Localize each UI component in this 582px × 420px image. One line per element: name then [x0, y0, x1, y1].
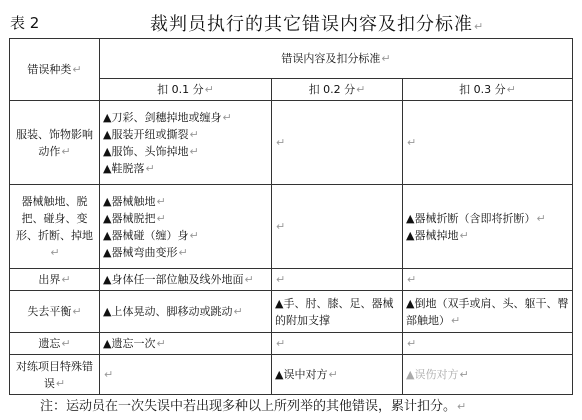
deduct-0-1-cell — [100, 101, 272, 185]
list-item: ▲手、肘、膝、足、器械的附加支撑 — [275, 296, 394, 327]
deduct-0-1-cell: ↵ — [100, 355, 272, 395]
list-item: ▲误中对方↵ — [275, 368, 338, 381]
list-item: ▲鞋脱落↵ — [103, 161, 155, 175]
deduct-0-2-cell: ↵ — [272, 333, 403, 355]
category-cell: 失去平衡↵ — [10, 291, 100, 333]
deduct-0-1-cell — [100, 269, 272, 291]
category-cell: 出界↵ — [10, 269, 100, 291]
table-row — [10, 291, 573, 333]
paragraph-mark-icon: ↵ — [474, 20, 485, 33]
list-item: ▲器械碰（缠）身↵ — [103, 228, 199, 242]
category-header: 错误种类↵ — [10, 39, 100, 101]
table-row — [10, 355, 573, 395]
list-item: ▲器械触地↵ — [103, 194, 166, 208]
table-row — [10, 185, 573, 269]
deduct-0-2-cell — [272, 355, 403, 395]
list-item: ▲遗忘一次↵ — [103, 337, 166, 350]
col-header-0-1: 扣 0.1 分↵ — [100, 79, 272, 101]
table-row — [10, 333, 573, 355]
deduct-0-3-cell: ↵ — [403, 269, 573, 291]
deduct-0-3-cell — [403, 355, 573, 395]
deduct-0-2-cell — [272, 291, 403, 333]
table-number: 表 2 — [10, 14, 40, 32]
list-item: ▲刀彩、剑穗掉地或缠身↵ — [103, 110, 232, 124]
content-header: 错误内容及扣分标准↵ — [100, 39, 573, 79]
footnote: 注：运动员在一次失误中若出现多种以上所列举的其他错误，累计扣分。↵ — [40, 399, 467, 414]
category-cell: 遗忘↵ — [10, 333, 100, 355]
category-cell: 对练项目特殊错误↵ — [10, 355, 100, 395]
table-row — [10, 269, 573, 291]
document-header — [0, 10, 582, 38]
deduct-0-1-cell — [100, 291, 272, 333]
document-title: 裁判员执行的其它错误内容及扣分标准↵ — [150, 14, 485, 35]
col-header-0-3: 扣 0.3 分↵ — [403, 79, 573, 101]
deduct-0-1-cell — [100, 333, 272, 355]
deduct-0-1-cell — [100, 185, 272, 269]
category-cell: 服装、饰物影响动作↵ — [10, 101, 100, 185]
col-header-0-2: 扣 0.2 分↵ — [272, 79, 403, 101]
list-item: ▲身体任一部位触及线外地面↵ — [103, 273, 254, 286]
deduct-0-2-cell: ↵ — [272, 185, 403, 269]
list-item: ▲上体晃动、脚移动或跳动↵ — [103, 305, 243, 318]
deduct-0-2-cell: ↵ — [272, 269, 403, 291]
deduct-0-3-cell — [403, 185, 573, 269]
list-item: ▲器械脱把↵ — [103, 211, 166, 225]
list-item: ▲服装开纽或撕裂↵ — [103, 127, 199, 141]
error-deduction-table — [9, 38, 573, 395]
list-item: ▲误伤对方↵ — [406, 368, 469, 381]
deduct-0-3-cell: ↵ — [403, 101, 573, 185]
list-item: ▲服饰、头饰掉地↵ — [103, 144, 199, 158]
deduct-0-2-cell: ↵ — [272, 101, 403, 185]
deduct-0-3-cell — [403, 291, 573, 333]
category-cell: 器械触地、脱把、碰身、变形、折断、掉地↵ — [10, 185, 100, 269]
table-row — [10, 101, 573, 185]
deduct-0-3-cell: ↵ — [403, 333, 573, 355]
list-item: ▲器械折断（含即将折断）↵ — [406, 211, 546, 225]
list-item: ▲器械掉地↵ — [406, 228, 469, 242]
list-item: ▲器械弯曲变形↵ — [103, 245, 188, 259]
list-item: ▲倒地（双手或肩、头、躯干、臀部触地）↵ — [406, 296, 569, 327]
